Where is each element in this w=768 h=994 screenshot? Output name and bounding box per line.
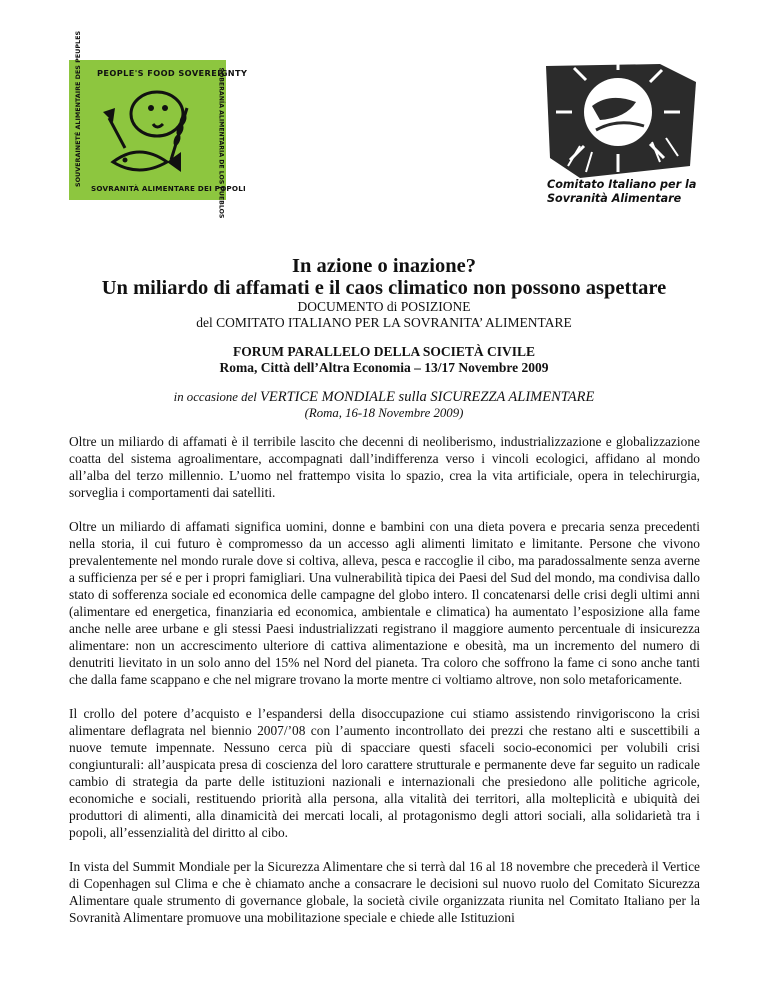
logo-right-text: SOBERANÍA ALIMENTARIA DE LOS PUEBLOS	[217, 67, 225, 219]
position-document-header	[0, 299, 768, 331]
sun-woodcut-icon	[540, 62, 700, 180]
forum-header	[0, 344, 768, 376]
position-line2: del COMITATO ITALIANO PER LA SOVRANITA’ ALIMENTARE	[196, 315, 572, 330]
logo-left-text: SOUVERAINETÉ ALIMENTAIRE DES PEUPLES	[74, 30, 82, 187]
paragraph: Oltre un miliardo di affamati è il terribile lascito che decenni di neoliberismo, industrializzazione e globalizzazione coatta del sistema agroalimentare, accompagnati dall’indifferenza verso i vincoli ecologici, affidano al mondo all’alba del terzo millennio. L’uomo nel frattempo visita lo spazio, crea la vita artificiale, opera in telechirurgia, sorveglia i comportamenti dai satelliti.	[69, 434, 700, 500]
occasion-header	[0, 389, 768, 421]
document-title	[0, 255, 768, 299]
logo-bottom-text: SOVRANITÀ ALIMENTARE DEI POPOLI	[91, 184, 246, 193]
caption-line1: Comitato Italiano per la	[547, 178, 697, 191]
forum-line1: FORUM PARALLELO DELLA SOCIETÀ CIVILE	[232, 344, 536, 359]
occasion-dates: (Roma, 16-18 Novembre 2009)	[304, 406, 464, 420]
animals-emblem-icon	[91, 78, 203, 182]
logo-top-text: PEOPLE'S FOOD SOVEREIGNTY	[97, 68, 248, 78]
document-body	[69, 433, 700, 943]
comitato-logo	[540, 62, 700, 182]
title-line2: Un miliardo di affamati e il caos climatico non possono aspettare	[101, 277, 667, 299]
comitato-caption	[547, 178, 727, 206]
occasion-event: VERTICE MONDIALE sulla SICUREZZA ALIMENTARE	[260, 389, 595, 405]
occasion-prefix: in occasione del	[173, 390, 257, 404]
paragraph: Oltre un miliardo di affamati significa uomini, donne e bambini con una dieta povera e precaria senza precedenti nella storia, il cui futuro è compromesso da un accesso agli alimenti limitato e limitante. Persone che vivono prevalentemente nel mondo rurale dove si coltiva, alleva, pesca e raccoglie il cibo, ma paradossalmente senza averne a sufficienza per sé e per i propri famigliari. Una vulnerabilità tipica dei Paesi del Sud del mondo, ma condivisa dallo stato di sofferenza sociale ed economica delle campagne del globo intero. Il concatenarsi delle crisi degli ultimi anni (alimentare ed energetica, finanziaria ed economica, ambientale e climatica) ha aumentato l’esposizione alla fame anche nelle aree urbane e gli stessi Paesi industrializzati registrano il maggiore aumento percentuale di insicurezza alimentare: non un accrescimento ulteriore di cattiva alimentazione e obesità, ma un incremento del numero di denutriti lievitato in un solo anno del 15% nel Nord del pianeta. Tra coloro che soffrono la fame ci sono anche tanti che dalla fame scappano e che nel migrare trovano la morte mentre ci voltiamo altrove, non solo metaforicamente.	[69, 519, 700, 687]
title-line1: In azione o inazione?	[292, 255, 476, 277]
paragraph: Il crollo del potere d’acquisto e l’espandersi della disoccupazione cui stiamo assistendo rinvigoriscono la crisi alimentare deflagrata nel biennio 2007/’08 con l’aumento incontrollato dei prezzi che restano alti e suscettibili a nuove temute impennate. Nessuno cerca più di spacciare questi sfaceli socio-economici per volubili crisi congiunturali: all’auspicata presa di coscienza del loro carattere strutturale e permanente deve far seguito un radicale cambio di strategia da parte delle istituzioni nazionali e internazionali che presiedono alle politiche agricole, economiche e sociali, restituendo priorità alla persona, alla vitalità dei territori, alla molteplicità e ubiquità dei produttori di alimenti, alla dinamicità dei mercati locali, al protagonismo degli attori sociali, alla solidarietà tra i popoli, all’essenzialità del diritto al cibo.	[69, 706, 700, 840]
paragraph: In vista del Summit Mondiale per la Sicurezza Alimentare che si terrà dal 16 al 18 novembre che precederà il Vertice di Copenhagen sul Clima e che è chiamato anche a consacrare le decisioni sul nuovo ruolo del Comitato Sicurezza Alimentare quale strumento di governance globale, la società civile organizzata riunita nel Comitato Italiano per la Sovranità Alimentare promuove una mobilitazione speciale e chiede alle Istituzioni	[69, 859, 700, 925]
caption-line2: Sovranità Alimentare	[547, 192, 682, 205]
food-sovereignty-logo	[69, 30, 248, 219]
forum-line2: Roma, Città dell’Altra Economia – 13/17 Novembre 2009	[219, 360, 549, 375]
position-line1: DOCUMENTO di POSIZIONE	[297, 299, 471, 314]
